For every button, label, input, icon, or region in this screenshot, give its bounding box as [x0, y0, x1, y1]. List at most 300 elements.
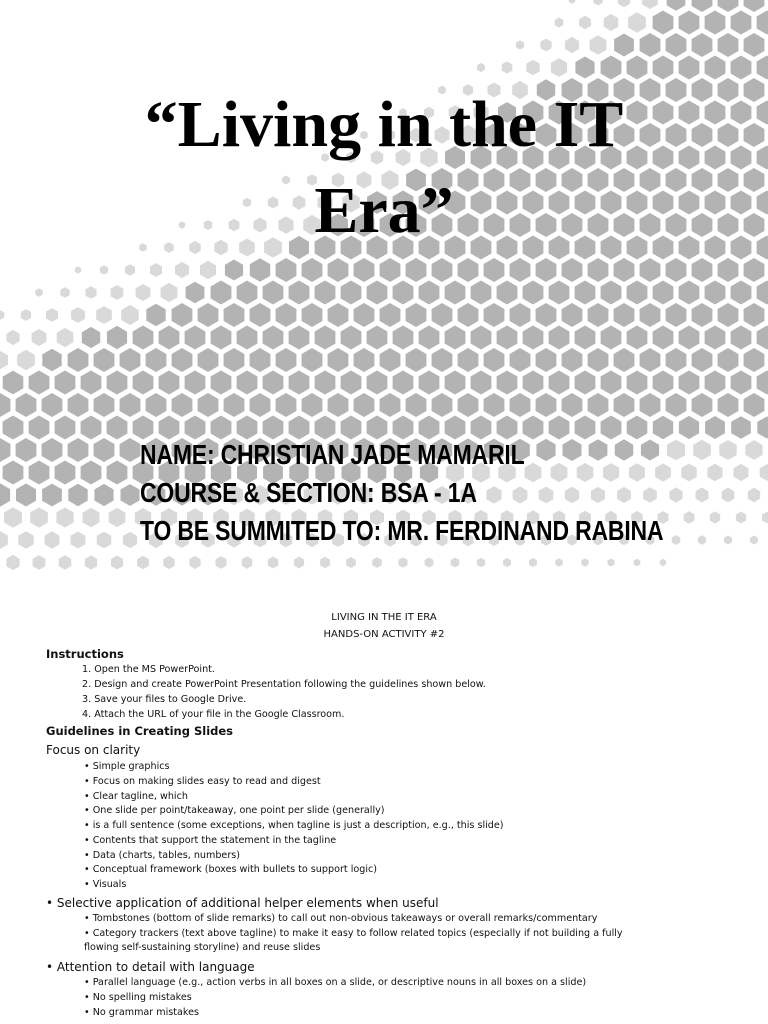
hexagon-shape: [136, 284, 151, 301]
hexagon-shape: [163, 556, 174, 569]
hexagon-shape: [121, 484, 140, 506]
hexagon-shape: [562, 303, 583, 327]
hexagon-shape: [71, 307, 85, 323]
hexagon-shape: [692, 33, 713, 57]
hexagon-shape: [328, 348, 349, 372]
hexagon-shape: [526, 60, 539, 75]
hexagon-shape: [111, 556, 123, 570]
hexagon-shape: [137, 556, 149, 570]
hexagon-shape: [94, 348, 115, 372]
hexagon-shape: [536, 303, 557, 327]
hexagon-shape: [0, 351, 8, 370]
hexagon-shape: [354, 303, 375, 327]
hexagon-shape: [33, 555, 46, 570]
hexagon-shape: [268, 557, 278, 569]
hexagon-shape: [146, 393, 167, 417]
hexagon-shape: [562, 393, 583, 417]
hexagon-shape: [549, 371, 570, 395]
hexagon-shape: [393, 281, 414, 305]
hexagon-shape: [601, 56, 622, 80]
hexagon-shape: [328, 303, 349, 327]
hexagon-shape: [96, 306, 112, 324]
hexagon-shape: [503, 558, 511, 567]
hexagon-shape: [123, 532, 137, 548]
slide-title: [0, 82, 768, 254]
hexagon-shape: [744, 0, 765, 12]
focus-item: • Visuals: [84, 879, 127, 890]
hexagon-shape: [16, 393, 37, 417]
hexagon-shape: [523, 281, 544, 305]
hexagon-shape: [107, 326, 127, 349]
hexagon-shape: [146, 348, 167, 372]
hexagon-shape: [757, 326, 768, 350]
hexagon-shape: [380, 393, 401, 417]
hexagon-shape: [551, 58, 567, 77]
hexagon-shape: [575, 281, 596, 305]
hexagon-shape: [502, 61, 513, 73]
hexagon-shape: [42, 349, 61, 371]
hexagon-shape: [569, 0, 576, 4]
hexagon-shape: [250, 348, 271, 372]
hexagon-shape: [640, 348, 661, 372]
hexagon-shape: [263, 326, 284, 350]
course-section: COURSE & SECTION: BSA - 1A: [140, 477, 477, 508]
focus-item: • Data (charts, tables, numbers): [84, 850, 241, 861]
hexagon-shape: [757, 11, 768, 35]
hexagon-shape: [45, 531, 60, 548]
hexagon-shape: [341, 326, 362, 350]
hexagon-shape: [68, 484, 87, 506]
hexagon-shape: [718, 348, 739, 372]
hexagon-shape: [185, 371, 206, 395]
hexagon-shape: [757, 56, 768, 80]
hexagon-shape: [692, 393, 713, 417]
hexagon-shape: [718, 258, 739, 282]
hexagon-shape: [55, 461, 76, 485]
hexagon-shape: [471, 371, 492, 395]
hexagon-shape: [601, 371, 622, 395]
hexagon-shape: [60, 287, 69, 298]
hexagon-shape: [250, 258, 270, 282]
hexagon-shape: [653, 56, 674, 80]
hexagon-shape: [618, 0, 630, 7]
hexagon-shape: [0, 438, 10, 462]
hexagon-shape: [83, 508, 100, 528]
hexagon-shape: [55, 371, 76, 395]
hexagon-shape: [294, 557, 304, 569]
hexagon-shape: [666, 258, 687, 282]
hexagon-shape: [640, 303, 661, 327]
hexagon-shape: [477, 558, 485, 568]
hexagon-shape: [432, 303, 453, 327]
hexagon-shape: [0, 310, 4, 320]
hexagon-shape: [406, 393, 427, 417]
hexagon-shape: [627, 281, 648, 305]
hexagon-shape: [458, 303, 479, 327]
hexagon-shape: [55, 416, 76, 440]
hexagon-shape: [731, 326, 752, 350]
slide-title-line-2: Era”: [314, 174, 454, 247]
hexagon-shape: [653, 371, 674, 395]
hexagon-shape: [718, 33, 739, 57]
hexagon-shape: [679, 371, 700, 395]
hexagon-shape: [224, 393, 245, 417]
hexagon-shape: [85, 555, 97, 569]
hexagon-shape: [289, 281, 310, 305]
hexagon-shape: [497, 371, 518, 395]
hexagon-shape: [705, 56, 726, 80]
hexagon-shape: [276, 303, 297, 327]
hexagon-shape: [744, 258, 765, 282]
hexagon-shape: [451, 558, 460, 568]
instructions-title: Instructions: [46, 647, 124, 661]
hexagon-shape: [477, 63, 485, 72]
hexagon-shape: [718, 393, 739, 417]
hexagon-shape: [555, 17, 564, 27]
hexagon-shape: [146, 304, 165, 326]
hexagon-shape: [601, 326, 622, 350]
hexagon-shape: [653, 11, 674, 35]
hexagon-shape: [367, 326, 388, 350]
selective-item: • Tombstones (bottom of slide remarks) to call out non-obvious takeaways or overall remarks/commentary: [84, 913, 598, 924]
hexagon-shape: [237, 326, 258, 350]
hexagon-shape: [692, 258, 713, 282]
hexagon-shape: [315, 371, 336, 395]
hexagon-shape: [94, 438, 115, 462]
hexagon-shape: [0, 531, 8, 549]
hexagon-shape: [341, 371, 362, 395]
hexagon-shape: [302, 348, 323, 372]
hexagon-shape: [516, 40, 524, 50]
hexagon-shape: [718, 0, 739, 12]
instruction-item: 2. Design and create PowerPoint Presentation following the guidelines shown below.: [82, 679, 486, 690]
hexagon-shape: [302, 303, 323, 327]
hexagon-shape: [125, 264, 135, 276]
focus-title: Focus on clarity: [46, 743, 141, 757]
hexagon-shape: [172, 303, 193, 327]
hexagon-shape: [35, 288, 42, 297]
hexagon-shape: [744, 393, 765, 417]
hexagon-shape: [562, 348, 583, 372]
guidelines-title: Guidelines in Creating Slides: [46, 724, 234, 738]
hexagon-shape: [679, 326, 700, 350]
hexagon-shape: [328, 393, 349, 417]
hexagon-shape: [367, 281, 388, 305]
hexagon-shape: [354, 348, 375, 372]
hexagon-shape: [760, 464, 768, 481]
hexagon-shape: [679, 11, 700, 35]
hexagon-shape: [523, 326, 544, 350]
hexagon-shape: [211, 281, 232, 305]
hexagon-shape: [667, 0, 686, 11]
selective-item: flowing self-sustaining storyline) and reuse slides: [84, 942, 321, 953]
hexagon-shape: [471, 326, 492, 350]
hexagon-shape: [81, 461, 102, 485]
hexagon-shape: [497, 281, 518, 305]
hexagon-shape: [588, 258, 609, 282]
hexagon-shape: [186, 282, 205, 304]
hexagon-shape: [666, 303, 687, 327]
hexagon-shape: [237, 371, 258, 395]
hexagon-shape: [432, 348, 453, 372]
hexagon-shape: [289, 371, 310, 395]
hexagon-shape: [133, 326, 154, 350]
hexagon-shape: [458, 348, 479, 372]
hexagon-shape: [46, 308, 58, 322]
hexagon-shape: [0, 393, 10, 417]
hexagon-shape: [16, 484, 36, 507]
hexagon-shape: [75, 266, 81, 273]
hexagon-shape: [211, 371, 232, 395]
hexagon-shape: [679, 281, 700, 305]
hexagon-shape: [42, 393, 63, 417]
hexagon-shape: [17, 350, 35, 370]
hexagon-shape: [42, 438, 63, 462]
hexagon-shape: [608, 559, 615, 567]
hexagon-shape: [432, 258, 453, 282]
hexagon-shape: [593, 0, 602, 6]
attention-item: • No grammar mistakes: [84, 1007, 200, 1018]
hexagon-shape: [172, 348, 193, 372]
student-info: [140, 436, 760, 550]
hexagon-shape: [56, 508, 73, 528]
hexagon-shape: [68, 393, 89, 417]
hexagon-shape: [510, 348, 531, 372]
hexagon-shape: [484, 258, 505, 282]
hexagon-shape: [634, 559, 641, 567]
hexagon-shape: [523, 371, 544, 395]
hexagon-shape: [393, 326, 414, 350]
hexagon-shape: [32, 329, 47, 346]
hexagon-shape: [200, 261, 216, 280]
hexagon-shape: [71, 532, 86, 549]
hexagon-shape: [250, 393, 271, 417]
hexagon-shape: [419, 326, 440, 350]
hexagon-shape: [744, 33, 765, 57]
hexagon-shape: [341, 281, 362, 305]
hexagon-shape: [510, 303, 531, 327]
hexagon-shape: [3, 416, 24, 440]
hexagon-shape: [562, 258, 583, 282]
hexagon-shape: [666, 33, 687, 57]
hexagon-shape: [225, 260, 243, 281]
hexagon-shape: [653, 326, 674, 350]
hexagon-shape: [731, 56, 752, 80]
hexagon-shape: [640, 33, 661, 57]
hexagon-shape: [242, 556, 253, 568]
hexagon-shape: [627, 56, 648, 80]
hexagon-shape: [575, 57, 594, 79]
hexagon-shape: [628, 12, 646, 32]
hexagon-shape: [21, 309, 31, 321]
hexagon-shape: [536, 393, 557, 417]
hexagon-shape: [588, 393, 609, 417]
hexagon-shape: [471, 281, 492, 305]
hexagon-shape: [29, 461, 50, 485]
hexagon-shape: [744, 348, 765, 372]
hexagon-shape: [458, 393, 479, 417]
hexagon-shape: [666, 393, 687, 417]
hexagon-shape: [224, 348, 245, 372]
hexagon-shape: [718, 303, 739, 327]
hexagon-shape: [354, 393, 375, 417]
hexagon-shape: [302, 393, 323, 417]
hexagon-shape: [120, 393, 141, 417]
hexagon-shape: [510, 258, 531, 282]
hexagon-shape: [614, 393, 635, 417]
hexagon-shape: [3, 371, 24, 395]
hexagon-shape: [484, 348, 505, 372]
hexagon-shape: [367, 371, 388, 395]
hexagon-shape: [666, 348, 687, 372]
hexagon-shape: [614, 258, 635, 282]
hexagon-shape: [263, 371, 284, 395]
hexagon-shape: [94, 484, 113, 506]
doc-subheading: HANDS-ON ACTIVITY #2: [323, 629, 445, 640]
activity-document: [0, 576, 768, 1024]
hexagon-shape: [133, 371, 154, 395]
hexagon-shape: [121, 305, 138, 325]
hexagon-shape: [510, 393, 531, 417]
focus-item: • Conceptual framework (boxes with bullets to support logic): [84, 864, 378, 875]
hexagon-shape: [0, 483, 10, 506]
hexagon-shape: [107, 461, 128, 485]
hexagon-shape: [224, 303, 245, 327]
instruction-item: 4. Attach the URL of your file in the Google Classroom.: [82, 709, 345, 720]
hexagon-shape: [185, 326, 206, 350]
hexagon-shape: [705, 326, 726, 350]
hexagon-shape: [42, 484, 62, 507]
hexagon-shape: [555, 558, 562, 567]
hexagon-shape: [198, 303, 219, 327]
hexagon-shape: [109, 508, 126, 527]
hexagon-shape: [111, 285, 124, 300]
hexagon-shape: [536, 258, 557, 282]
hexagon-shape: [120, 438, 141, 462]
hexagon-shape: [315, 326, 336, 350]
hexagon-shape: [419, 371, 440, 395]
hexagon-shape: [150, 263, 162, 277]
hexagon-shape: [57, 328, 74, 347]
hexagon-shape: [549, 326, 570, 350]
hexagon-shape: [354, 258, 375, 282]
hexagon-shape: [679, 56, 700, 80]
hexagon-shape: [445, 371, 466, 395]
hexagon-shape: [81, 416, 102, 440]
hexagon-shape: [445, 326, 466, 350]
hexagon-shape: [762, 512, 768, 523]
submitted-to: TO BE SUMMITED TO: MR. FERDINAND RABINA: [140, 515, 664, 546]
hexagon-shape: [302, 258, 323, 282]
hexagon-shape: [346, 557, 356, 568]
hexagon-shape: [263, 281, 284, 305]
hexagon-shape: [406, 303, 427, 327]
hexagon-shape: [692, 0, 713, 12]
hexagon-shape: [705, 281, 726, 305]
focus-item: • Focus on making slides easy to read and digest: [84, 776, 321, 787]
hexagon-shape: [497, 326, 518, 350]
hexagon-shape: [6, 330, 19, 345]
hexagon-shape: [653, 281, 674, 305]
hexagon-shape: [393, 371, 414, 395]
hexagon-shape: [380, 258, 401, 282]
focus-item: • Clear tagline, which: [84, 791, 188, 802]
hexagon-shape: [614, 348, 635, 372]
hexagon-shape: [159, 371, 180, 395]
hexagon-shape: [120, 348, 141, 372]
selective-item: • Category trackers (text above tagline) to make it easy to follow related topics (especially if not building a fully: [84, 928, 623, 939]
hexagon-shape: [289, 326, 310, 350]
hexagon-shape: [399, 557, 408, 567]
hexagon-shape: [315, 281, 336, 305]
hexagon-shape: [581, 558, 588, 566]
hexagon-shape: [588, 348, 609, 372]
hexagon-shape: [211, 326, 232, 350]
hexagon-shape: [640, 393, 661, 417]
hexagon-shape: [627, 326, 648, 350]
hexagon-shape: [590, 35, 607, 54]
doc-heading: LIVING IN THE IT ERA: [331, 612, 437, 623]
hexagon-shape: [81, 371, 102, 395]
hexagon-shape: [6, 555, 19, 570]
hexagon-shape: [660, 559, 666, 566]
hexagon-shape: [579, 16, 591, 30]
hexagon-shape: [107, 371, 128, 395]
hexagon-shape: [175, 262, 189, 278]
hexagon-shape: [198, 393, 219, 417]
focus-item: • One slide per point/takeaway, one point per slide (generally): [84, 805, 385, 816]
hexagon-shape: [614, 34, 634, 57]
hexagon-shape: [705, 11, 726, 35]
hexagon-shape: [29, 416, 50, 440]
attention-title: • Attention to detail with language: [46, 960, 255, 974]
attention-item: • No spelling mistakes: [84, 992, 192, 1003]
hexagon-shape: [705, 371, 726, 395]
hexagon-shape: [757, 281, 768, 305]
hexagon-shape: [425, 557, 434, 567]
hexagon-shape: [276, 258, 297, 282]
focus-item: • is a full sentence (some exceptions, when tagline is just a description, e.g., this slide): [84, 820, 504, 831]
instruction-item: 3. Save your files to Google Drive.: [82, 694, 247, 705]
hexagon-shape: [250, 303, 271, 327]
hexagon-shape: [604, 14, 619, 31]
hexagon-shape: [419, 281, 440, 305]
hexagon-shape: [159, 326, 180, 350]
hexagon-shape: [198, 348, 219, 372]
hexagon-shape: [161, 283, 178, 302]
hexagon-shape: [731, 11, 752, 35]
selective-title: • Selective application of additional helper elements when useful: [46, 896, 439, 910]
hexagon-shape: [276, 393, 297, 417]
focus-item: • Simple graphics: [84, 761, 170, 772]
hexagon-shape: [86, 286, 97, 299]
hexagon-shape: [601, 281, 622, 305]
hexagon-shape: [172, 393, 193, 417]
hexagon-shape: [4, 507, 22, 528]
instruction-item: 1. Open the MS PowerPoint.: [82, 664, 215, 675]
hexagon-shape: [588, 303, 609, 327]
hexagon-shape: [30, 507, 48, 527]
hexagon-shape: [372, 557, 381, 568]
student-name: NAME: CHRISTIAN JADE MAMARIL: [140, 439, 525, 470]
hexagon-shape: [692, 348, 713, 372]
hexagon-shape: [536, 348, 557, 372]
hexagon-shape: [237, 281, 258, 305]
hexagon-shape: [68, 348, 89, 372]
hexagon-shape: [549, 281, 570, 305]
hexagon-shape: [484, 393, 505, 417]
hexagon-shape: [744, 303, 765, 327]
